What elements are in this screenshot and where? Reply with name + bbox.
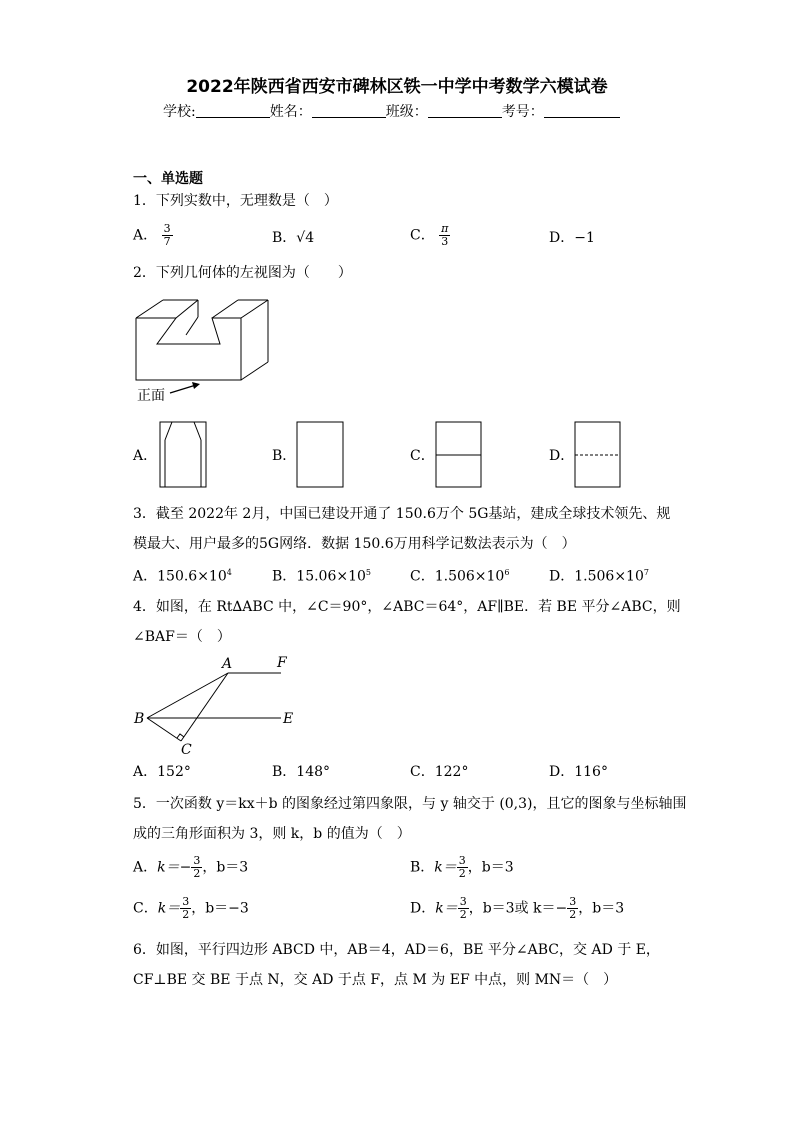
option-label: A． bbox=[133, 859, 158, 876]
q5-option-a[interactable] bbox=[133, 855, 248, 880]
option-label: B． bbox=[410, 859, 435, 876]
point-a-label: A bbox=[222, 656, 233, 672]
q4-option-c[interactable] bbox=[410, 765, 468, 779]
option-text: √4 bbox=[296, 230, 315, 246]
option-label: C． bbox=[410, 764, 435, 780]
q6-stem-line2: CF⊥BE 交 BE 于点 N，交 AD 于点 F，点 M 为 EF 中点，则 MN＝（ ） bbox=[133, 972, 618, 988]
option-label: D． bbox=[549, 230, 575, 246]
q2-option-c-label[interactable]: C． bbox=[410, 448, 435, 464]
point-b-label: B bbox=[134, 711, 145, 727]
fraction: $\frac{\pi}{3}$ bbox=[441, 222, 449, 249]
q4-stem-line2: ∠BAF＝（ ） bbox=[133, 629, 231, 645]
option-text: 116° bbox=[574, 764, 608, 780]
name-label: 姓名： bbox=[269, 104, 312, 120]
q2-option-d-label[interactable]: D． bbox=[549, 448, 575, 464]
section-heading: 一、单选题 bbox=[133, 171, 203, 187]
fraction: $\frac{3}{2}$ bbox=[193, 854, 201, 881]
q5-option-c[interactable] bbox=[133, 896, 249, 921]
q1-stem: 1．下列实数中，无理数是（ ） bbox=[133, 193, 338, 209]
option-text: k＝ bbox=[434, 859, 457, 876]
q2-option-b-label[interactable]: B． bbox=[272, 448, 297, 464]
option-label: A． bbox=[133, 227, 158, 244]
option-label: C． bbox=[410, 568, 435, 585]
option-text: 122° bbox=[434, 764, 469, 780]
option-label: B． bbox=[272, 568, 297, 585]
fraction: $\frac{3}{2}$ bbox=[569, 895, 577, 922]
school-label: 学校: bbox=[163, 104, 196, 120]
option-text: k＝− bbox=[157, 859, 192, 876]
q5-option-b[interactable] bbox=[410, 855, 514, 880]
option-text: 15.06×10 bbox=[296, 568, 366, 585]
point-f-label: F bbox=[277, 655, 287, 671]
front-label: 正面 bbox=[137, 388, 165, 404]
option-label: A． bbox=[133, 568, 158, 585]
fraction: $\frac{3}{2}$ bbox=[459, 895, 467, 922]
point-c-label: C bbox=[181, 742, 192, 758]
q4-option-d[interactable] bbox=[549, 765, 608, 779]
option-label: C． bbox=[410, 227, 435, 244]
exam-no-label: 考号： bbox=[501, 104, 544, 120]
exponent: 5 bbox=[365, 568, 372, 577]
fraction: $\frac{3}{2}$ bbox=[458, 854, 466, 881]
option-text: 1.506×10 bbox=[574, 568, 644, 585]
point-e-label: E bbox=[283, 711, 294, 727]
option-text: −1 bbox=[574, 230, 595, 246]
option-label: D． bbox=[549, 568, 575, 585]
fraction: $\frac{3}{7}$ bbox=[163, 222, 171, 249]
option-label: B． bbox=[272, 764, 297, 780]
option-text: ，b＝3或 k＝− bbox=[468, 900, 568, 917]
option-text: ，b＝−3 bbox=[191, 900, 249, 917]
option-label: A． bbox=[133, 764, 158, 780]
q3-stem-line1: 3．截至 2022年 2月，中国已建设开通了 150.6万个 5G基站，建成全球技术领先、规 bbox=[133, 506, 671, 522]
option-text: k＝ bbox=[435, 900, 458, 917]
q5-stem-line1: 5．一次函数 y＝kx＋b 的图象经过第四象限，与 y 轴交于 (0,3)，且它的图象与坐标轴围 bbox=[133, 796, 687, 812]
option-label: B． bbox=[272, 230, 297, 246]
q4-option-a[interactable] bbox=[133, 765, 191, 779]
class-label: 班级： bbox=[385, 104, 428, 120]
q6-stem-line1: 6．如图，平行四边形 ABCD 中，AB＝4，AD＝6，BE 平分∠ABC，交 AD 于 E， bbox=[133, 942, 660, 958]
option-text: 148° bbox=[296, 764, 331, 780]
exponent: 7 bbox=[643, 568, 649, 577]
q3-stem-line2: 模最大、用户最多的5G网络．数据 150.6万用科学记数法表示为（ ） bbox=[133, 536, 576, 552]
option-text: 150.6×10 bbox=[157, 568, 227, 585]
option-label: D． bbox=[549, 764, 575, 780]
exponent: 6 bbox=[504, 568, 510, 577]
q5-option-d[interactable] bbox=[410, 896, 624, 921]
option-text: ，b＝3 bbox=[467, 859, 514, 876]
q5-stem-line2: 成的三角形面积为 3，则 k，b 的值为（ ） bbox=[133, 826, 411, 842]
option-text: 152° bbox=[157, 764, 191, 780]
q4-stem-line1: 4．如图，在 Rt∆ABC 中，∠C＝90°，∠ABC＝64°，AF∥BE．若 BE 平分∠ABC，则 bbox=[133, 599, 681, 615]
option-label: C． bbox=[133, 900, 158, 917]
q2-stem: 2．下列几何体的左视图为（ ） bbox=[133, 265, 352, 281]
q4-option-b[interactable] bbox=[272, 765, 330, 779]
q2-option-a-label[interactable]: A． bbox=[133, 448, 158, 464]
option-text: k＝ bbox=[157, 900, 181, 917]
option-label: D． bbox=[410, 900, 436, 917]
option-text: 1.506×10 bbox=[434, 568, 505, 585]
fraction: $\frac{3}{2}$ bbox=[182, 895, 190, 922]
option-text: ，b＝3 bbox=[578, 900, 625, 917]
page-title: 2022年陕西省西安市碑林区铁一中学中考数学六模试卷 bbox=[186, 77, 608, 97]
exponent: 4 bbox=[226, 568, 232, 577]
option-text: ，b＝3 bbox=[202, 859, 249, 876]
